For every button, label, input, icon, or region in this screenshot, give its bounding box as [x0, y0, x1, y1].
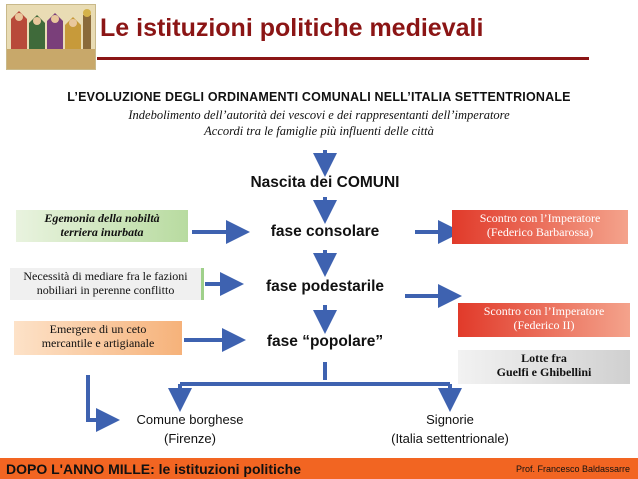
label-nascita-comuni: Nascita dei COMUNI: [250, 174, 400, 191]
outcome-comune-borghese: [110, 410, 270, 448]
box-scontro2-line2: (Federico II): [513, 318, 575, 332]
intro-line-1: Indebolimento dell’autorità dei vescovi e dei rappresentanti dell’imperatore: [128, 108, 510, 122]
outcome-signorie-line2: (Italia settentrionale): [391, 431, 509, 446]
footer-author: Prof. Francesco Baldassarre: [515, 464, 630, 474]
slide-subtitle: L’EVOLUZIONE DEGLI ORDINAMENTI COMUNALI NELL’ITALIA SETTENTRIONALE: [67, 90, 571, 104]
label-fase-podestarile: fase podestarile: [265, 278, 385, 295]
box-necessita-mediare: [10, 268, 204, 300]
intro-line-2: Accordi tra le famiglie più influenti delle città: [204, 124, 434, 138]
box-lotte-line2: Guelfi e Ghibellini: [496, 365, 592, 379]
page-title: Le istituzioni politiche medievali: [100, 14, 484, 42]
box-scontro2-line1: Scontro con l’Imperatore: [483, 304, 605, 318]
box-ceto-mercantile: [14, 321, 182, 355]
box-egemonia-line2: terriera inurbata: [60, 225, 144, 239]
box-lotte-line1: Lotte fra: [521, 351, 567, 365]
label-fase-consolare: fase consolare: [270, 223, 380, 240]
footer-title: DOPO L'ANNO MILLE: le istituzioni politiche: [6, 461, 301, 477]
outcome-borghese-line1: Comune borghese: [136, 412, 244, 427]
box-necessita-line1: Necessità di mediare fra le fazioni: [23, 269, 188, 283]
box-scontro-federico-ii: [458, 303, 630, 337]
corner-arrow: [88, 375, 108, 420]
outcome-signorie-line1: Signorie: [426, 412, 474, 427]
box-egemonia-nobilta: [16, 210, 188, 242]
box-lotte-guelfi-ghibellini: [458, 350, 630, 384]
box-necessita-line2: nobiliari in perenne conflitto: [36, 283, 175, 297]
outcome-signorie: [360, 410, 540, 448]
label-fase-popolare: fase “popolare”: [266, 333, 384, 350]
box-scontro-barbarossa: [452, 210, 628, 244]
outcome-borghese-line2: (Firenze): [163, 431, 216, 446]
box-scontro1-line2: (Federico Barbarossa): [486, 225, 594, 239]
box-ceto-line2: mercantile e artigianale: [41, 336, 155, 350]
box-ceto-line1: Emergere di un ceto: [49, 322, 147, 336]
box-egemonia-line1: Egemonia della nobiltà: [44, 211, 160, 225]
box-scontro1-line1: Scontro con l’Imperatore: [479, 211, 601, 225]
